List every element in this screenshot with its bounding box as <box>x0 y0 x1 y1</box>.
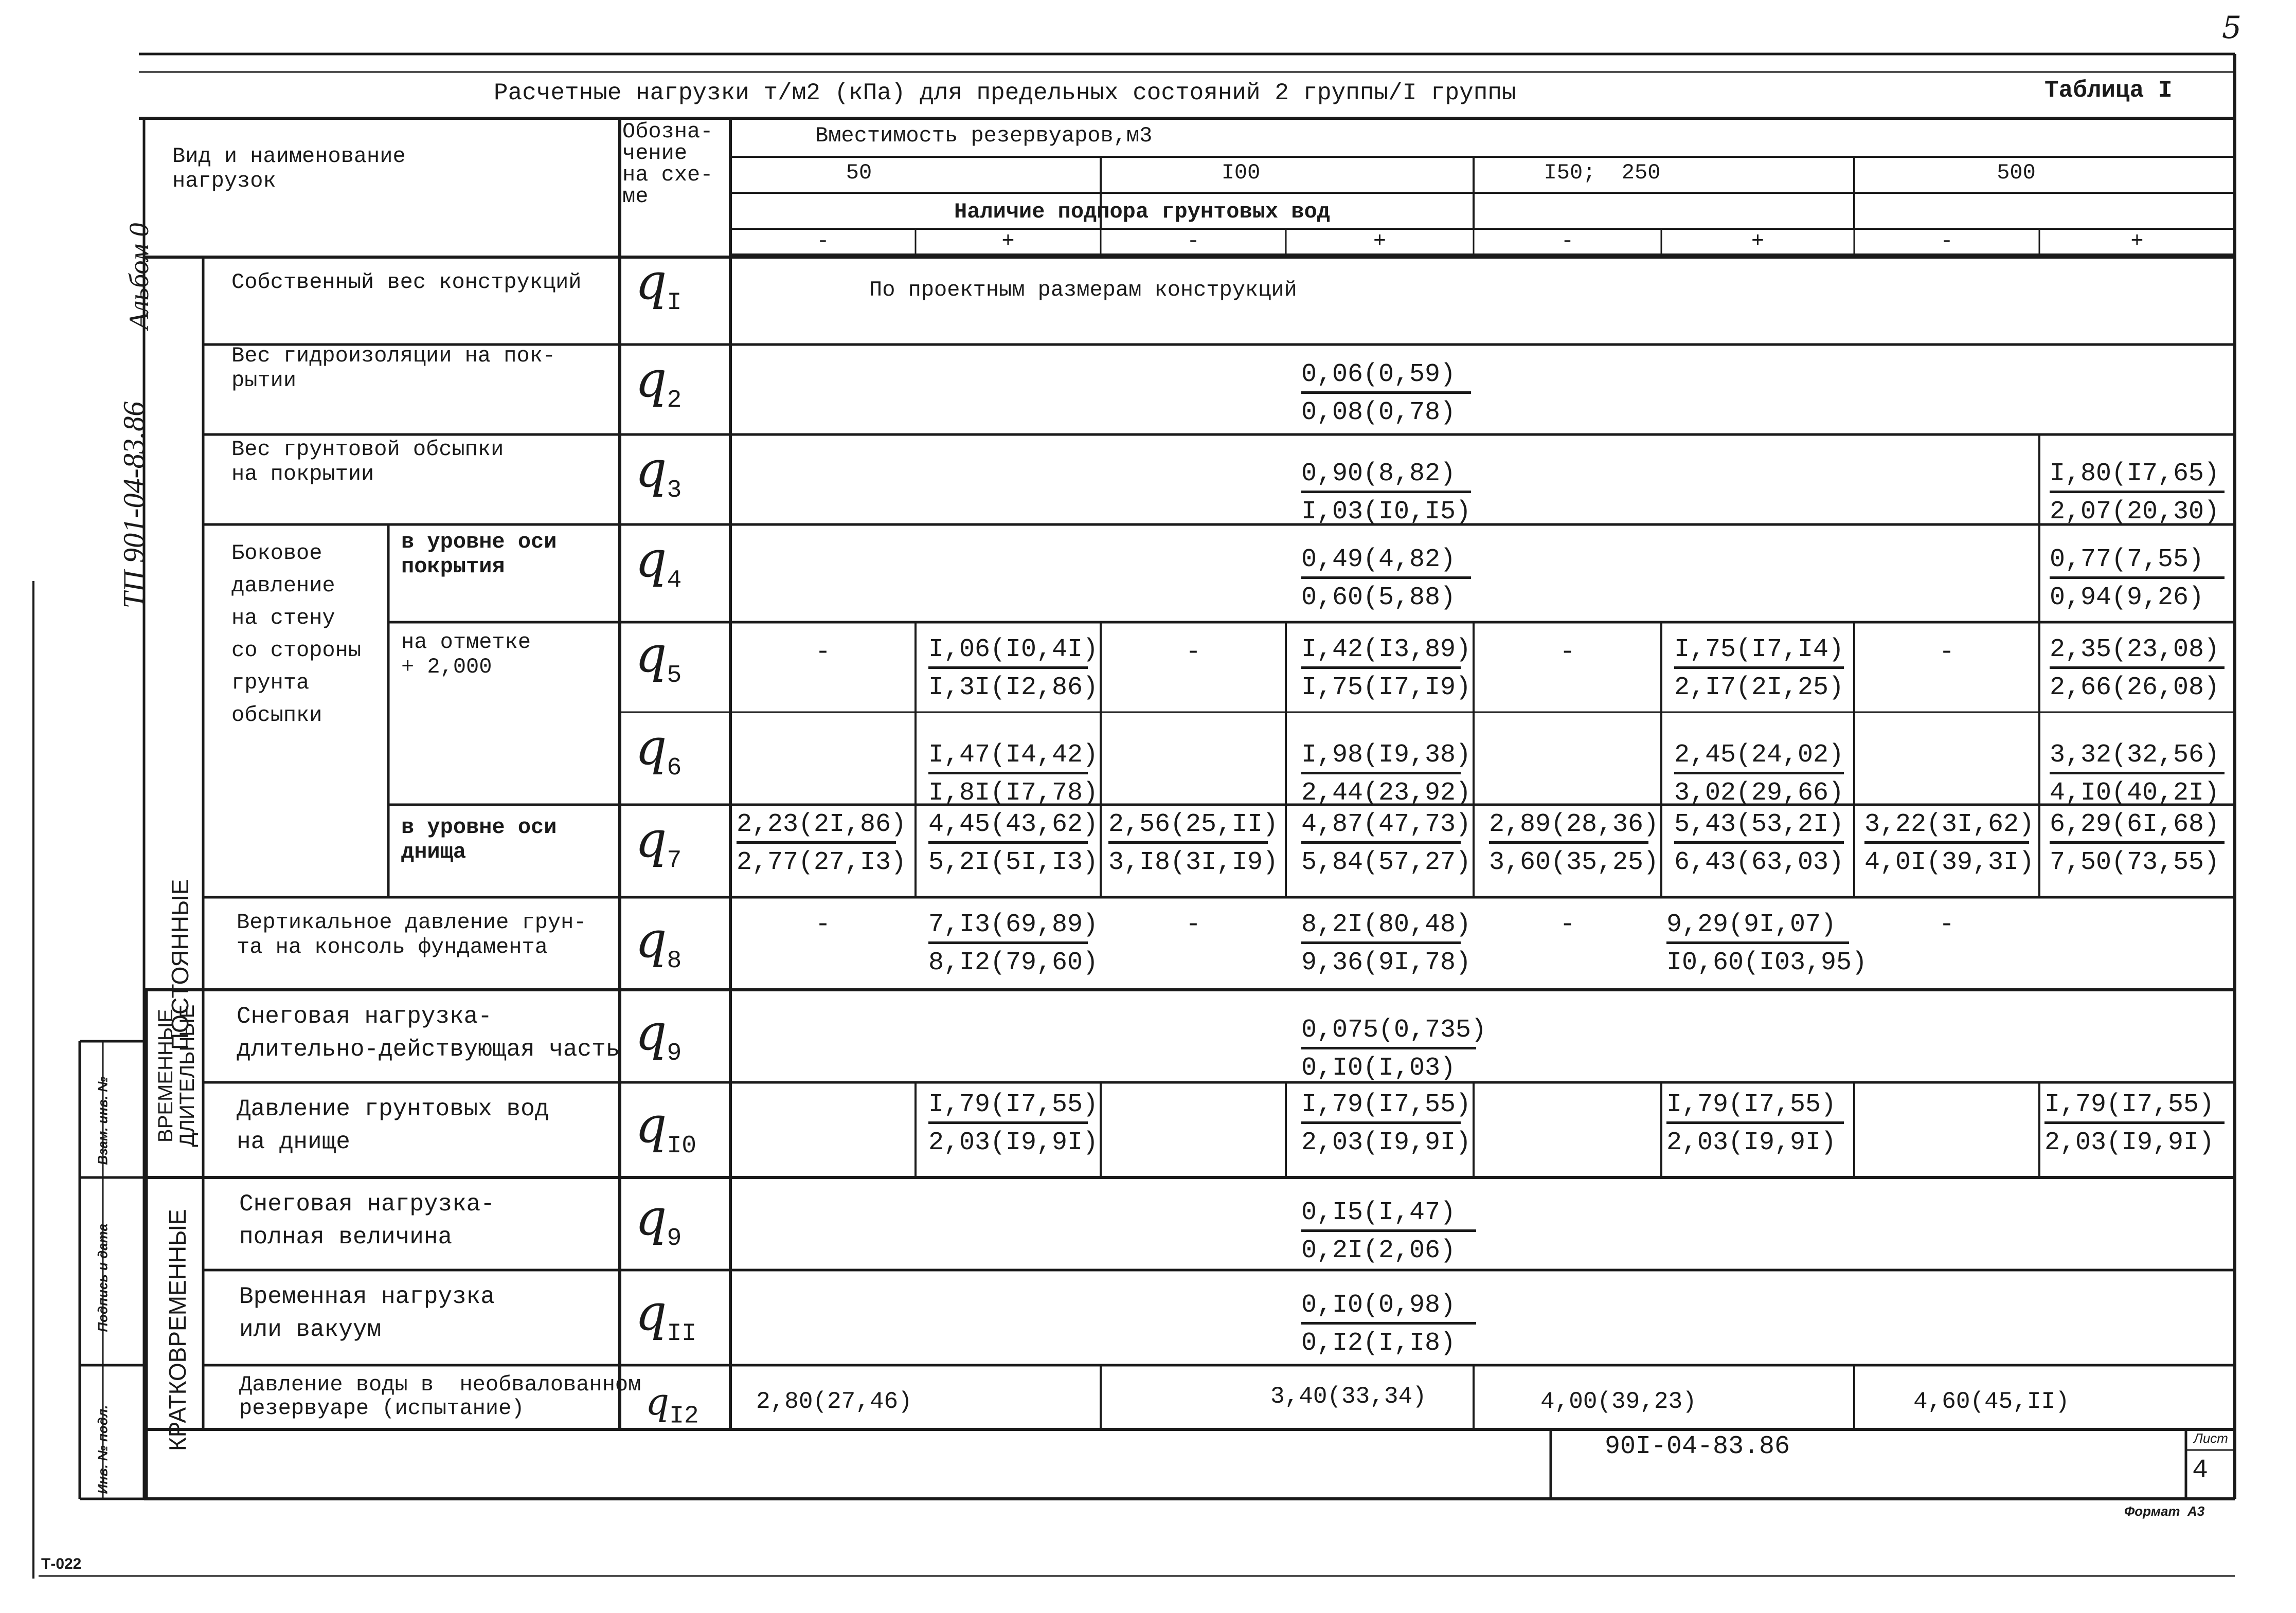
row10-50-plus: I,79(I7,55) 2,03(I9,9I) <box>928 1090 1099 1157</box>
document-code-side: ТП 901-04-83.86 <box>117 401 151 609</box>
row4-value-500: 0,77(7,55) 0,94(9,26) <box>2050 545 2225 612</box>
row13-500: 4,60(45,II) <box>1913 1388 2070 1415</box>
lateral-pressure-label: Боковое давление на стену со стороны грунта обсыпки <box>231 541 362 728</box>
row2-symbol: $q_2$ <box>635 351 682 415</box>
row1-symbol: $q_I$ <box>635 253 682 317</box>
row1-name: Собственный вес конструкций <box>231 270 582 295</box>
minus-500: - <box>1940 229 1953 253</box>
row7-500-plus: 6,29(6I,68) 7,50(73,55) <box>2050 810 2225 877</box>
row5-subname: на отметке + 2,000 <box>401 630 531 680</box>
row8-100-minus: - <box>1185 910 1201 939</box>
row1-value: По проектным размерам конструкций <box>869 278 1297 302</box>
row7-subname: в уровне оси днища <box>401 815 557 865</box>
row7-500-minus: 3,22(3I,62) 4,0I(39,3I) <box>1864 810 2035 877</box>
row12-name: Временная нагрузка или вакуум <box>239 1283 495 1344</box>
row10-100-plus: I,79(I7,55) 2,03(I9,9I) <box>1301 1090 1472 1157</box>
row10-name: Давление грунтовых вод на днище <box>237 1096 549 1156</box>
row5-500-plus: 2,35(23,08) 2,66(26,08) <box>2050 635 2225 702</box>
stamp-sheet-label: Лист <box>2194 1430 2228 1446</box>
row13-50: 2,80(27,46) <box>756 1388 912 1415</box>
row5-100-plus: I,42(I3,89) I,75(I7,I9) <box>1301 635 1472 702</box>
row10-symbol: $q_{I0}$ <box>635 1096 697 1161</box>
row6-150-plus: 2,45(24,02) 3,02(29,66) <box>1674 740 1844 808</box>
plus-500: + <box>2130 229 2144 253</box>
row7-50-plus: 4,45(43,62) 5,2I(5I,I3) <box>928 810 1099 877</box>
header-kind: Вид и наименование нагрузок <box>172 144 406 194</box>
header-cap-50: 50 <box>846 160 872 185</box>
stamp-signature-date: Подпись и дата <box>95 1223 111 1332</box>
page-number: 5 <box>2222 10 2242 46</box>
row8-500-minus: - <box>1939 910 1954 939</box>
row11-name: Снеговая нагрузка- полная величина <box>239 1191 495 1251</box>
header-cap-100: I00 <box>1221 160 1261 185</box>
row7-150-plus: 5,43(53,2I) 6,43(63,03) <box>1674 810 1844 877</box>
row4-subname: в уровне оси покрытия <box>401 530 557 579</box>
row3-value-500: I,80(I7,65) 2,07(20,30) <box>2050 459 2225 527</box>
stamp-sheet-number: 4 <box>2192 1455 2209 1485</box>
row6-50-plus: I,47(I4,42) I,8I(I7,78) <box>928 740 1099 808</box>
row3-value: 0,90(8,82) I,03(I0,I5) <box>1301 459 1472 527</box>
table-title: Расчетные нагрузки т/м2 (кПа) для предельных состояний 2 группы/I группы <box>494 80 1516 106</box>
row13-150: 4,00(39,23) <box>1540 1388 1697 1415</box>
minus-150: - <box>1560 229 1574 253</box>
row13-name: Давление воды в необвалованном резервуаре (испытание) <box>239 1372 641 1421</box>
row8-150-plus: 9,29(9I,07) I0,60(I03,95) <box>1666 910 1868 977</box>
row5-50-plus: I,06(I0,4I) I,3I(I2,86) <box>928 635 1099 702</box>
row6-500-plus: 3,32(32,56) 4,I0(40,2I) <box>2050 740 2225 808</box>
row6-symbol: $q_6$ <box>635 718 682 783</box>
plus-150: + <box>1751 229 1765 253</box>
row4-value: 0,49(4,82) 0,60(5,88) <box>1301 545 1471 612</box>
row10-500-plus: I,79(I7,55) 2,03(I9,9I) <box>2044 1090 2225 1157</box>
group-temporary-long: ВРЕМЕННЫЕ ДЛИТЕЛЬНЫЕ <box>154 1004 199 1147</box>
row5-100-minus: - <box>1185 638 1201 667</box>
row7-50-minus: 2,23(2I,86) 2,77(27,I3) <box>737 810 907 877</box>
stamp-replaced-inv: Взам. инв. № <box>95 1076 111 1165</box>
row5-symbol: $q_5$ <box>635 626 682 690</box>
row11-symbol: $q_9$ <box>635 1189 682 1253</box>
album-label: Альбом 0 <box>123 223 154 330</box>
group-short: КРАТКОВРЕМЕННЫЕ <box>164 1209 191 1451</box>
row9-symbol: $q_9$ <box>635 1004 682 1068</box>
row6-100-plus: I,98(I9,38) 2,44(23,92) <box>1301 740 1472 808</box>
table-label: Таблица I <box>2044 77 2173 104</box>
row7-100-minus: 2,56(25,II) 3,I8(3I,I9) <box>1108 810 1279 877</box>
row7-150-minus: 2,89(28,36) 3,60(35,25) <box>1489 810 1659 877</box>
group-permanent: ПОСТОЯННЫЕ <box>167 879 193 1050</box>
row5-150-plus: I,75(I7,I4) 2,I7(2I,25) <box>1674 635 1844 702</box>
row8-150-minus: - <box>1559 910 1575 939</box>
row3-name: Вес грунтовой обсыпки на покрытии <box>231 437 504 487</box>
row5-500-minus: - <box>1939 638 1954 667</box>
row8-name: Вертикальное давление грун- та на консоль фундамента <box>237 910 587 960</box>
row3-symbol: $q_3$ <box>635 441 682 505</box>
minus-50: - <box>816 229 830 253</box>
row13-symbol: $q_{I2}$ <box>645 1380 699 1430</box>
row8-symbol: $q_8$ <box>635 911 682 975</box>
stamp-t-code: Т-022 <box>41 1555 82 1572</box>
header-cap-500: 500 <box>1997 160 2036 185</box>
row8-50-plus: 7,I3(69,89) 8,I2(79,60) <box>928 910 1099 977</box>
row7-symbol: $q_7$ <box>635 811 682 875</box>
stamp-original-inv: Инв. № подл. <box>95 1405 111 1494</box>
plus-100: + <box>1373 229 1387 253</box>
stamp-format: Формат А3 <box>2124 1503 2205 1519</box>
row9-value: 0,075(0,735) 0,I0(I,03) <box>1301 1016 1487 1083</box>
row4-symbol: $q_4$ <box>635 531 682 595</box>
header-groundwater: Наличие подпора грунтовых вод <box>954 200 1330 224</box>
row12-symbol: $q_{II}$ <box>635 1284 697 1348</box>
row2-value: 0,06(0,59) 0,08(0,78) <box>1301 360 1471 427</box>
row5-150-minus: - <box>1559 638 1575 667</box>
row12-value: 0,I0(0,98) 0,I2(I,I8) <box>1301 1291 1476 1358</box>
plus-50: + <box>1001 229 1015 253</box>
row7-100-plus: 4,87(47,73) 5,84(57,27) <box>1301 810 1472 877</box>
header-cap-150: I50; 250 <box>1544 160 1661 185</box>
row8-50-minus: - <box>815 910 831 939</box>
stamp-document-code: 90I-04-83.86 <box>1605 1432 1790 1461</box>
row10-150-plus: I,79(I7,55) 2,03(I9,9I) <box>1666 1090 1844 1157</box>
row11-value: 0,I5(I,47) 0,2I(2,06) <box>1301 1198 1476 1265</box>
row2-name: Вес гидроизоляции на пок- рытии <box>231 343 556 393</box>
row5-50-minus: - <box>815 638 831 667</box>
minus-100: - <box>1187 229 1200 253</box>
row8-100-plus: 8,2I(80,48) 9,36(9I,78) <box>1301 910 1472 977</box>
row9-name: Снеговая нагрузка- длительно-действующая часть <box>237 1003 620 1063</box>
header-designation: Обозна- чение на схе- ме <box>622 119 713 209</box>
row13-100: 3,40(33,34) <box>1270 1383 1427 1410</box>
header-capacity: Вместимость резервуаров,м3 <box>815 123 1153 148</box>
